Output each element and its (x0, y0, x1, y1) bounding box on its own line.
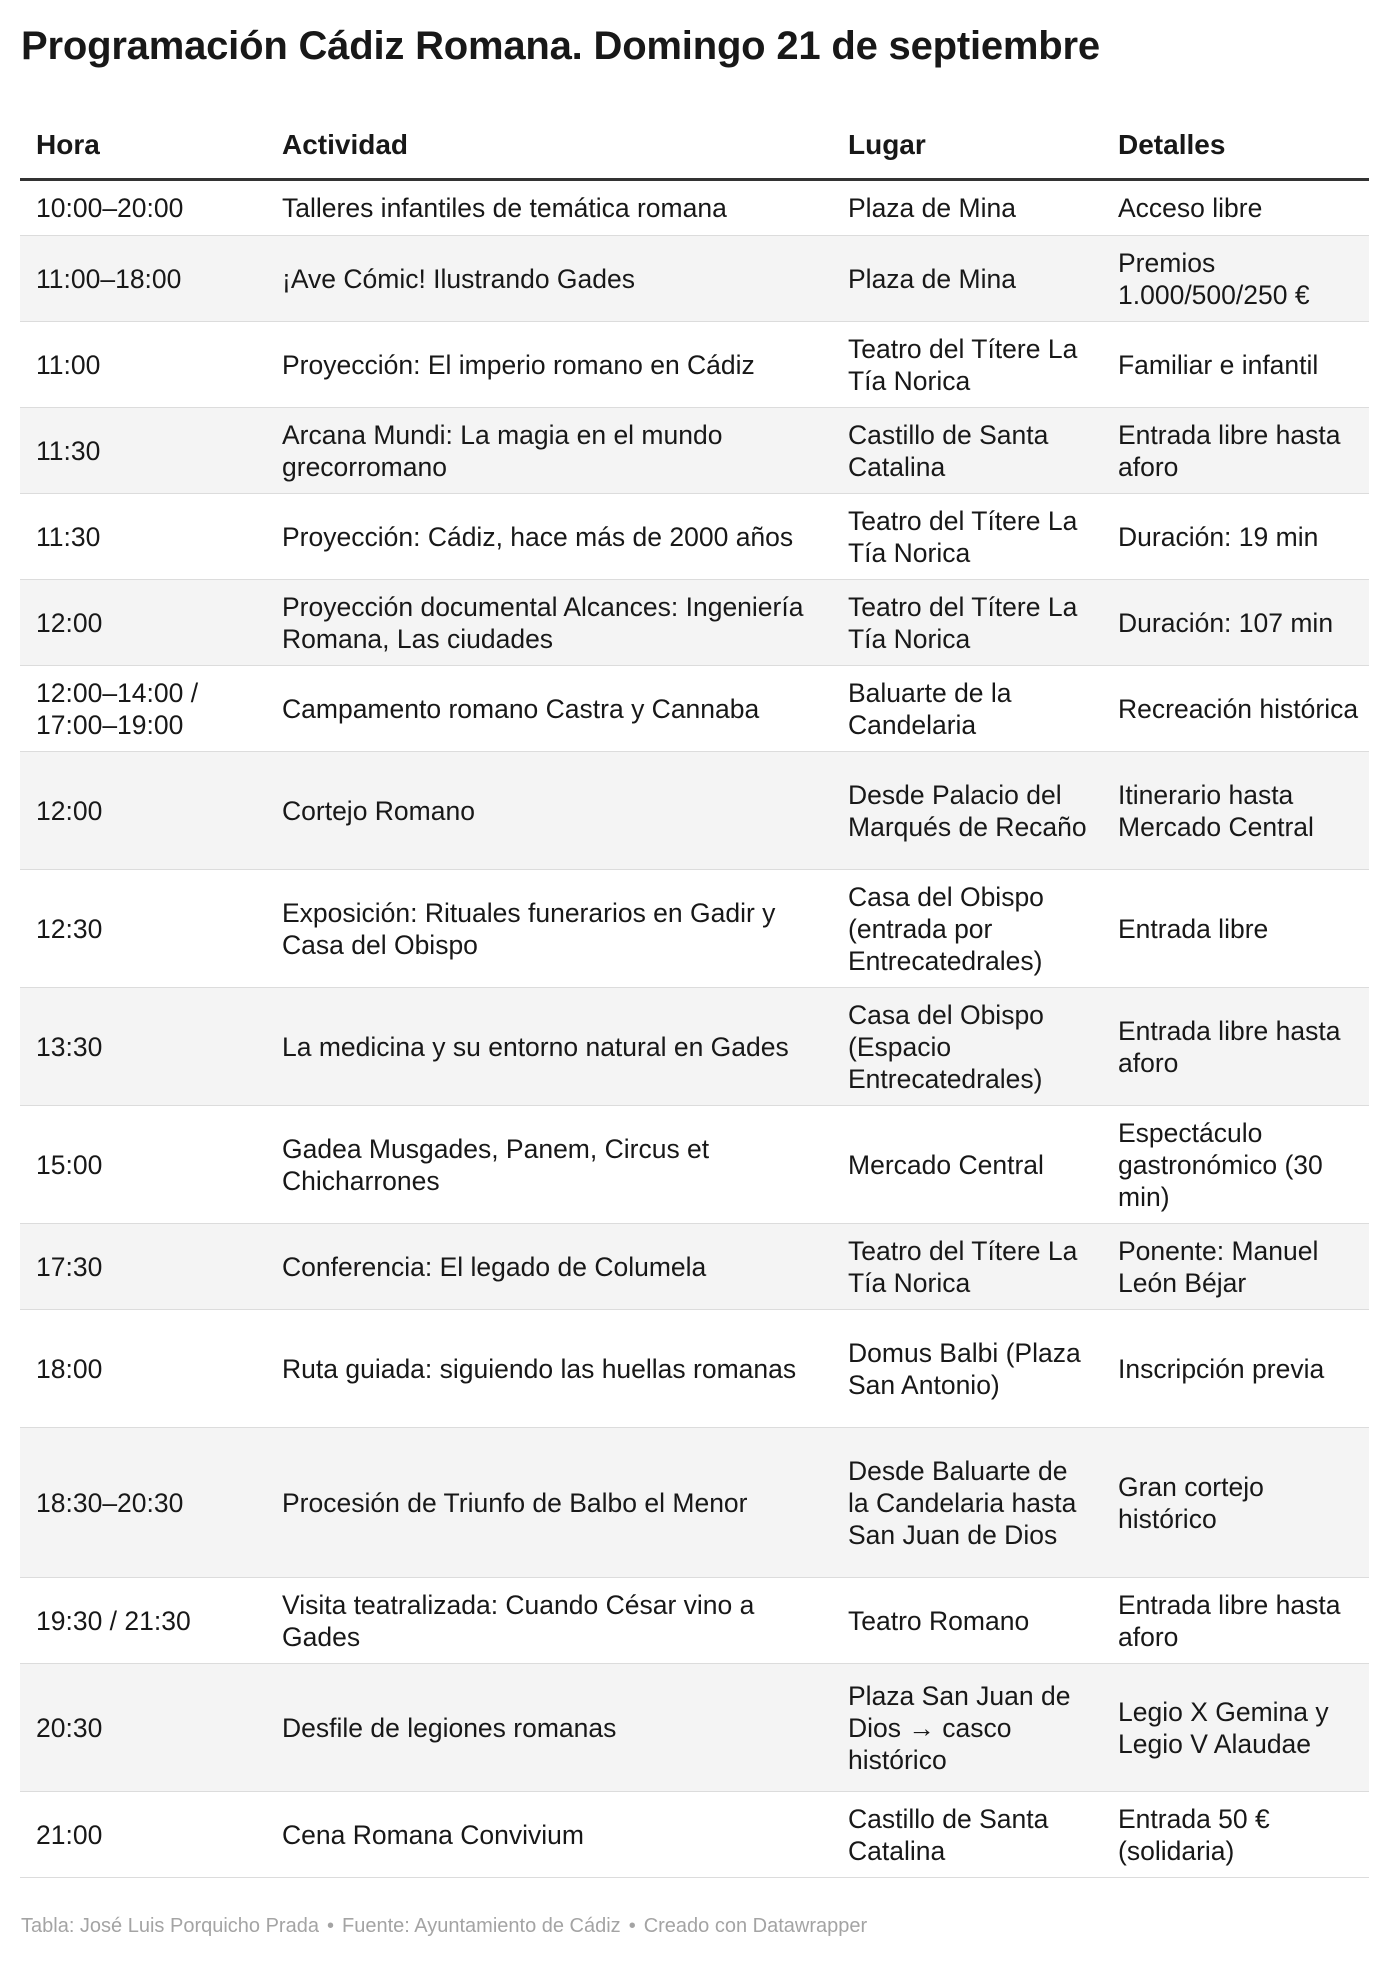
cell-actividad: Exposición: Rituales funerarios en Gadir y Casa del Obispo (266, 870, 832, 988)
footer-credit-table: Tabla: José Luis Porquicho Prada (21, 1915, 319, 1937)
cell-detalles: Entrada libre hasta aforo (1102, 408, 1369, 494)
cell-lugar: Desde Baluarte de la Candelaria hasta San Juan de Dios (832, 1428, 1102, 1578)
page-title: Programación Cádiz Romana. Domingo 21 de septiembre (21, 24, 1100, 68)
cell-lugar: Castillo de Santa Catalina (832, 1792, 1102, 1878)
cell-hora: 10:00–20:00 (20, 180, 266, 236)
cell-lugar: Teatro del Títere La Tía Norica (832, 322, 1102, 408)
table-row (20, 580, 1369, 666)
table-row (20, 180, 1369, 236)
cell-actividad: Talleres infantiles de temática romana (266, 180, 832, 236)
cell-detalles: Duración: 19 min (1102, 494, 1369, 580)
cell-actividad: Desfile de legiones romanas (266, 1664, 832, 1792)
cell-actividad: Proyección: El imperio romano en Cádiz (266, 322, 832, 408)
cell-lugar: Mercado Central (832, 1106, 1102, 1224)
cell-hora: 19:30 / 21:30 (20, 1578, 266, 1664)
source-footer (21, 1912, 867, 1940)
cell-hora: 12:00–14:00 / 17:00–19:00 (20, 666, 266, 752)
table-row (20, 1578, 1369, 1664)
cell-hora: 12:00 (20, 752, 266, 870)
table-row (20, 408, 1369, 494)
cell-actividad: Proyección: Cádiz, hace más de 2000 años (266, 494, 832, 580)
cell-lugar: Plaza de Mina (832, 180, 1102, 236)
table-row (20, 322, 1369, 408)
cell-lugar: Casa del Obispo (Espacio Entrecatedrales) (832, 988, 1102, 1106)
footer-created-with-link[interactable]: Creado con Datawrapper (643, 1915, 868, 1937)
cell-lugar: Plaza de Mina (832, 236, 1102, 322)
cell-detalles: Duración: 107 min (1102, 580, 1369, 666)
column-header-hora[interactable]: Hora (20, 112, 266, 180)
table-row (20, 1428, 1369, 1578)
table-row (20, 1224, 1369, 1310)
cell-detalles: Acceso libre (1102, 180, 1369, 236)
footer-separator: • (628, 1915, 636, 1937)
cell-lugar: Teatro del Títere La Tía Norica (832, 494, 1102, 580)
table-row (20, 1106, 1369, 1224)
column-header-actividad[interactable]: Actividad (266, 112, 832, 180)
cell-detalles: Espectáculo gastronómico (30 min) (1102, 1106, 1369, 1224)
cell-detalles: Recreación histórica (1102, 666, 1369, 752)
cell-detalles: Itinerario hasta Mercado Central (1102, 752, 1369, 870)
column-header-detalles[interactable]: Detalles (1102, 112, 1369, 180)
table-body (20, 180, 1369, 1878)
cell-lugar: Castillo de Santa Catalina (832, 408, 1102, 494)
table-header-row (20, 112, 1369, 180)
footer-source: Fuente: Ayuntamiento de Cádiz (341, 1915, 621, 1937)
cell-actividad: La medicina y su entorno natural en Gades (266, 988, 832, 1106)
cell-actividad: Visita teatralizada: Cuando César vino a Gades (266, 1578, 832, 1664)
cell-lugar: Casa del Obispo (entrada por Entrecatedrales) (832, 870, 1102, 988)
cell-hora: 12:00 (20, 580, 266, 666)
cell-hora: 18:30–20:30 (20, 1428, 266, 1578)
table-row (20, 752, 1369, 870)
table-row (20, 1664, 1369, 1792)
cell-actividad: Cortejo Romano (266, 752, 832, 870)
cell-lugar: Teatro Romano (832, 1578, 1102, 1664)
cell-lugar: Teatro del Títere La Tía Norica (832, 1224, 1102, 1310)
cell-detalles: Premios 1.000/500/250 € (1102, 236, 1369, 322)
cell-lugar: Domus Balbi (Plaza San Antonio) (832, 1310, 1102, 1428)
cell-detalles: Inscripción previa (1102, 1310, 1369, 1428)
cell-hora: 11:30 (20, 408, 266, 494)
cell-detalles: Gran cortejo histórico (1102, 1428, 1369, 1578)
table-row (20, 1792, 1369, 1878)
cell-lugar: Plaza San Juan de Dios → casco histórico (832, 1664, 1102, 1792)
table-header (20, 112, 1369, 180)
cell-hora: 21:00 (20, 1792, 266, 1878)
cell-hora: 11:30 (20, 494, 266, 580)
cell-hora: 13:30 (20, 988, 266, 1106)
cell-actividad: Gadea Musgades, Panem, Circus et Chicharrones (266, 1106, 832, 1224)
schedule-table (20, 112, 1369, 1878)
cell-hora: 11:00–18:00 (20, 236, 266, 322)
footer-separator: • (326, 1915, 334, 1937)
cell-lugar: Desde Palacio del Marqués de Recaño (832, 752, 1102, 870)
cell-actividad: Proyección documental Alcances: Ingeniería Romana, Las ciudades (266, 580, 832, 666)
table-row (20, 494, 1369, 580)
cell-actividad: Cena Romana Convivium (266, 1792, 832, 1878)
cell-detalles: Ponente: Manuel León Béjar (1102, 1224, 1369, 1310)
cell-hora: 18:00 (20, 1310, 266, 1428)
table-row (20, 870, 1369, 988)
cell-actividad: Arcana Mundi: La magia en el mundo grecorromano (266, 408, 832, 494)
cell-lugar: Teatro del Títere La Tía Norica (832, 580, 1102, 666)
cell-actividad: Conferencia: El legado de Columela (266, 1224, 832, 1310)
cell-detalles: Entrada libre hasta aforo (1102, 988, 1369, 1106)
table-row (20, 666, 1369, 752)
column-header-lugar[interactable]: Lugar (832, 112, 1102, 180)
cell-actividad: Campamento romano Castra y Cannaba (266, 666, 832, 752)
cell-hora: 12:30 (20, 870, 266, 988)
table-row (20, 1310, 1369, 1428)
table-row (20, 236, 1369, 322)
cell-hora: 20:30 (20, 1664, 266, 1792)
cell-detalles: Legio X Gemina y Legio V Alaudae (1102, 1664, 1369, 1792)
cell-hora: 11:00 (20, 322, 266, 408)
cell-hora: 15:00 (20, 1106, 266, 1224)
cell-lugar: Baluarte de la Candelaria (832, 666, 1102, 752)
cell-detalles: Familiar e infantil (1102, 322, 1369, 408)
cell-hora: 17:30 (20, 1224, 266, 1310)
cell-actividad: ¡Ave Cómic! Ilustrando Gades (266, 236, 832, 322)
cell-detalles: Entrada libre (1102, 870, 1369, 988)
table-row (20, 988, 1369, 1106)
cell-actividad: Procesión de Triunfo de Balbo el Menor (266, 1428, 832, 1578)
cell-actividad: Ruta guiada: siguiendo las huellas romanas (266, 1310, 832, 1428)
cell-detalles: Entrada libre hasta aforo (1102, 1578, 1369, 1664)
cell-detalles: Entrada 50 € (solidaria) (1102, 1792, 1369, 1878)
